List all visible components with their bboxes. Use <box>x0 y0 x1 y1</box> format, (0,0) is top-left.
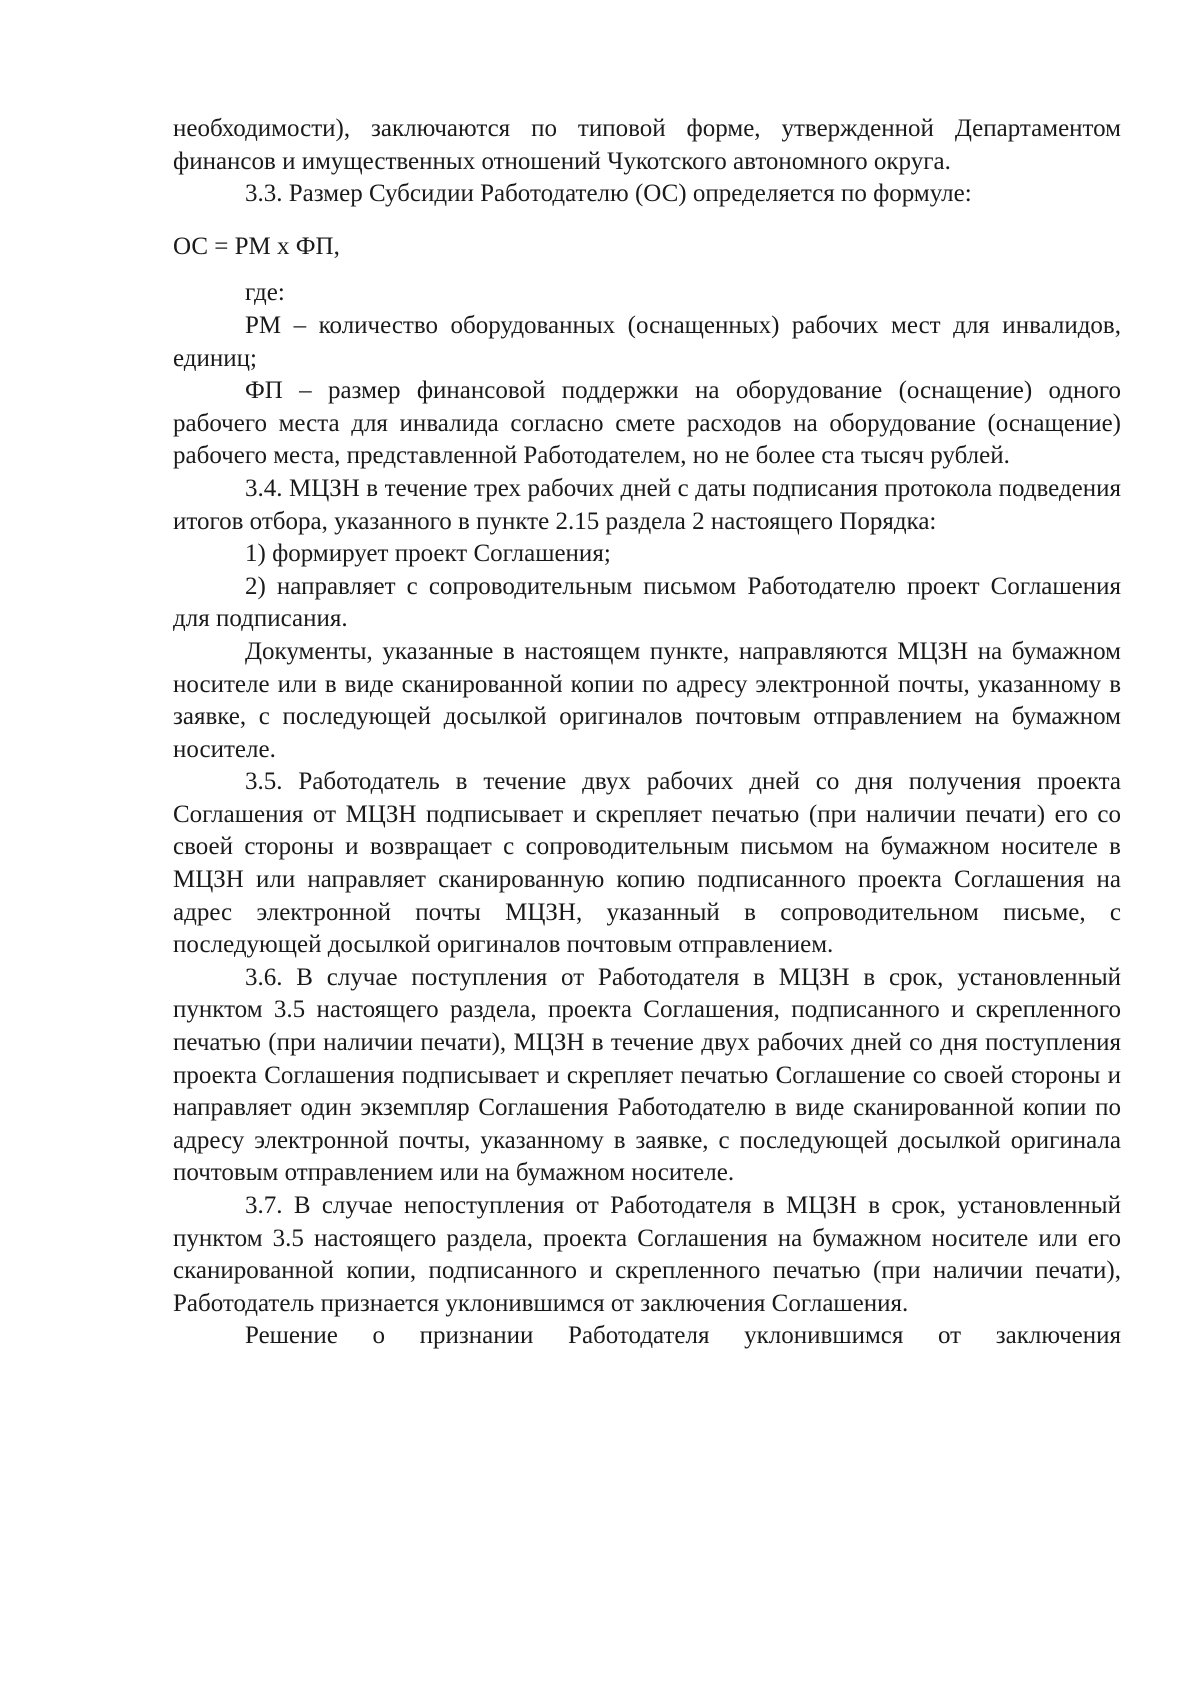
paragraph-3-5: 3.5. Работодатель в течение двух рабочих дней со дня получения проекта Соглашения от МЦЗН подписывает и скрепляет печатью (при наличии печати) его со своей стороны и возвращает с сопроводительным письмом на бумажном носителе в МЦЗН или направляет сканированную копию подписанного проекта Соглашения на адрес электронной почты МЦЗН, указанный в сопроводительном письме, с последующей досылкой оригиналов почтовым отправлением. <box>173 768 1121 959</box>
paragraph-3-3: 3.3. Размер Субсидии Работодателю (ОС) определяется по формуле: <box>245 180 972 208</box>
paragraph-3-7: 3.7. В случае непоступления от Работодателя в МЦЗН в срок, установленный пунктом 3.5 настоящего раздела, проекта Соглашения на бумажном носителе или его сканированной копии, подписанного и скрепленного печатью (при наличии печати), Работодатель признается уклонившимся от заключения Соглашения. <box>173 1192 1121 1317</box>
document-page <box>173 113 1121 1353</box>
formula-where: где: <box>245 279 285 307</box>
list-item-1: 1) формирует проект Соглашения; <box>245 540 611 568</box>
definition-rm: РМ – количество оборудованных (оснащенных) рабочих мест для инвалидов, единиц; <box>173 311 1121 372</box>
paragraph-3-4: 3.4. МЦЗН в течение трех рабочих дней с даты подписания протокола подведения итогов отбора, указанного в пункте 2.15 раздела 2 настоящего Порядка: <box>173 474 1121 535</box>
formula: ОС = РМ х ФП, <box>173 232 340 260</box>
list-item-2: 2) направляет с сопроводительным письмом Работодателю проект Соглашения для подписания. <box>173 572 1121 633</box>
paragraph-decision: Решение о признании Работодателя уклонившимся от заключения <box>245 1322 1121 1350</box>
paragraph-documents: Документы, указанные в настоящем пункте, направляются МЦЗН на бумажном носителе или в виде сканированной копии по адресу электронной почты, указанному в заявке, с последующей досылкой оригиналов почтовым отправлением на бумажном носителе. <box>173 637 1121 763</box>
paragraph-intro: необходимости), заключаются по типовой форме, утвержденной Департаментом финансов и имущественных отношений Чукотского автономного округа. <box>173 115 1121 175</box>
definition-fp: ФП – размер финансовой поддержки на оборудование (оснащение) одного рабочего места для инвалида согласно смете расходов на оборудование (оснащение) рабочего места, представленной Работодателем, но не более ста тысяч рублей. <box>173 377 1121 470</box>
paragraph-3-6: 3.6. В случае поступления от Работодателя в МЦЗН в срок, установленный пунктом 3.5 настоящего раздела, проекта Соглашения, подписанного и скрепленного печатью (при наличии печати), МЦЗН в течение двух рабочих дней со дня поступления проекта Соглашения подписывает и скрепляет печатью Соглашение со своей стороны и направляет один экземпляр Соглашения Работодателю в виде сканированной копии по адресу электронной почты, указанному в заявке, с последующей досылкой оригинала почтовым отправлением или на бумажном носителе. <box>173 963 1121 1187</box>
